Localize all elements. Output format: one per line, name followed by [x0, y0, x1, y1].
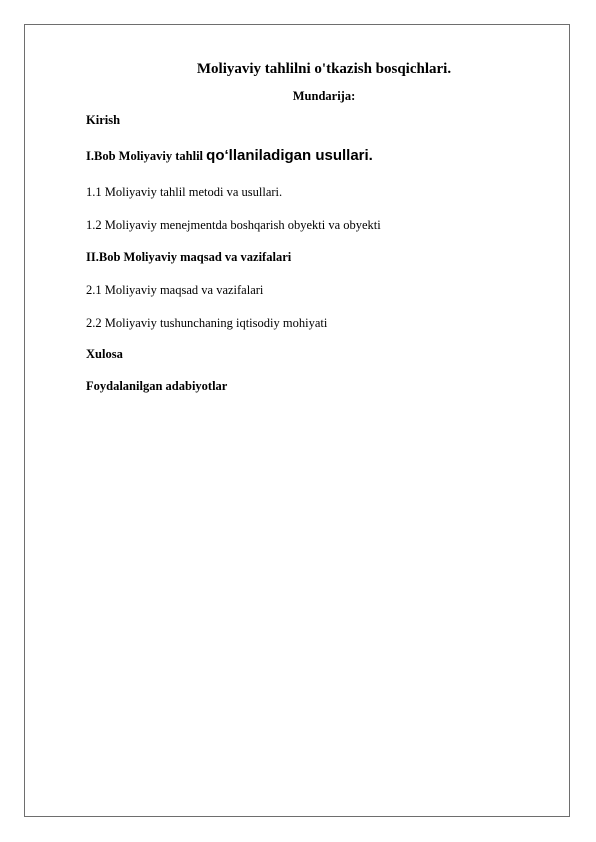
toc-item-conclusion: Xulosa: [86, 347, 123, 361]
toc-item-2-2: 2.2 Moliyaviy tushunchaning iqtisodiy mohiyati: [86, 316, 328, 330]
toc-item-2-1: 2.1 Moliyaviy maqsad va vazifalari: [86, 283, 264, 297]
toc-item-references: Foydalanilgan adabiyotlar: [86, 379, 228, 393]
toc-item-chapter-2: II.Bob Moliyaviy maqsad va vazifalari: [86, 250, 292, 264]
toc-item-intro: Kirish: [86, 113, 121, 127]
chapter-1-title-start: I.Bob Moliyaviy tahlil: [86, 149, 207, 163]
toc-heading: Mundarija:: [292, 89, 356, 103]
toc-item-1-1: 1.1 Moliyaviy tahlil metodi va usullari.: [86, 185, 283, 199]
chapter-1-title-end: qo‘llaniladigan usullari.: [206, 147, 373, 164]
document-title: Moliyaviy tahlilni o'tkazish bosqichlari.: [196, 61, 452, 77]
toc-item-chapter-1: [86, 148, 373, 163]
toc-item-1-2: 1.2 Moliyaviy menejmentda boshqarish obyekti va obyekti: [86, 218, 381, 232]
page-border: [24, 24, 570, 817]
